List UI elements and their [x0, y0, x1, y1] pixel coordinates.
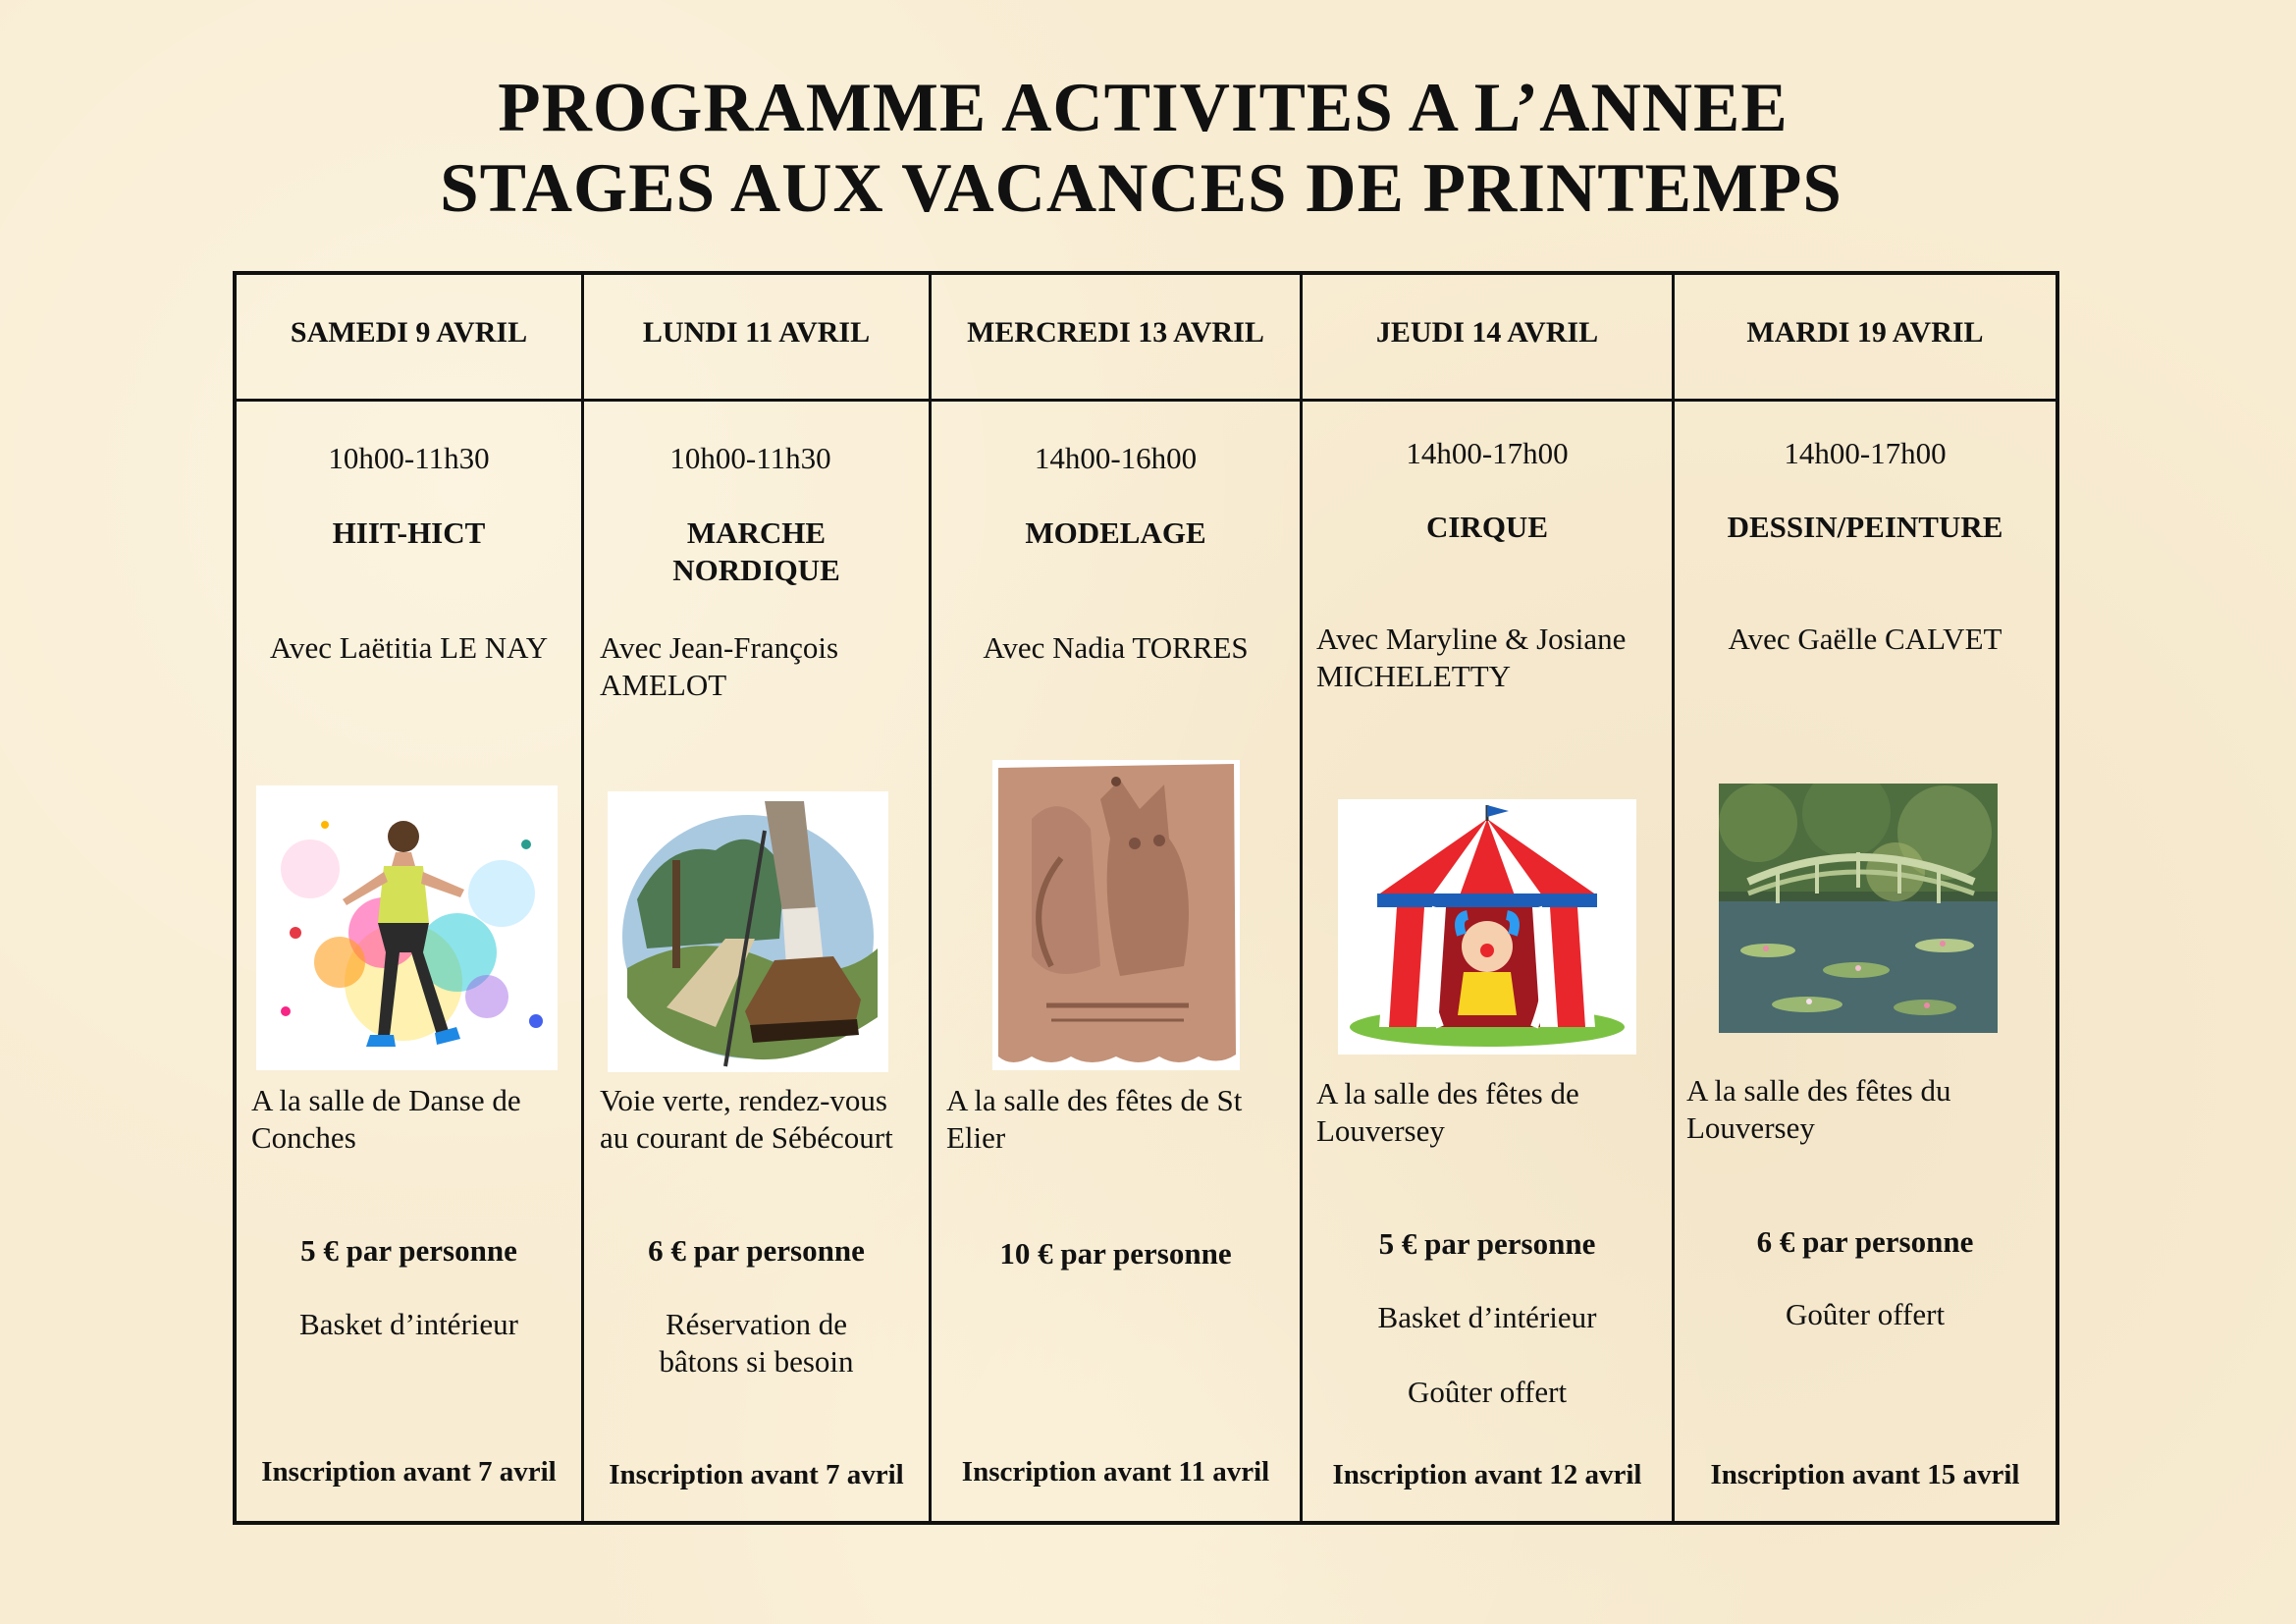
instructor: Avec Gaëlle CALVET — [1728, 622, 2002, 656]
registration-deadline: Inscription avant 12 avril — [1332, 1459, 1642, 1490]
activity-name: HIIT-HICT — [332, 515, 486, 550]
time-slot: 10h00-11h30 — [669, 441, 831, 475]
location: A la salle de Danse de Conches — [251, 1083, 521, 1155]
circus-tent-clown-image — [1338, 799, 1636, 1055]
activity-name: DESSIN/PEINTURE — [1727, 510, 2003, 544]
location: A la salle des fêtes du Louversey — [1686, 1073, 1951, 1145]
day-column-thursday — [1303, 275, 1672, 1521]
instructor: Avec Laëtitia LE NAY — [269, 630, 549, 665]
location: Voie verte, rendez-vous au courant de Sébécourt — [600, 1083, 893, 1155]
registration-deadline: Inscription avant 15 avril — [1710, 1459, 2020, 1490]
clay-cat-tablet-image — [992, 760, 1240, 1070]
day-header: MARDI 19 AVRIL — [1746, 316, 1984, 349]
time-slot: 14h00-16h00 — [1034, 441, 1198, 475]
location: A la salle des fêtes de Louversey — [1316, 1076, 1579, 1148]
note: Réservation de bâtons si besoin — [659, 1307, 854, 1379]
price: 5 € par personne — [300, 1233, 517, 1268]
day-column-saturday — [237, 275, 581, 1521]
instructor: Avec Jean-François AMELOT — [600, 630, 839, 702]
note: Goûter offert — [1785, 1297, 1946, 1331]
page-title-line-2: STAGES AUX VACANCES DE PRINTEMPS — [440, 150, 1842, 227]
time-slot: 10h00-11h30 — [328, 441, 490, 475]
note: Goûter offert — [1407, 1375, 1568, 1409]
time-slot: 14h00-17h00 — [1406, 436, 1569, 470]
location: A la salle des fêtes de St Elier — [946, 1083, 1243, 1155]
day-column-monday — [584, 275, 929, 1521]
time-slot: 14h00-17h00 — [1784, 436, 1947, 470]
day-header: SAMEDI 9 AVRIL — [290, 316, 528, 349]
day-column-tuesday — [1675, 275, 2056, 1521]
nordic-walking-boot-image — [608, 791, 888, 1072]
day-header: JEUDI 14 AVRIL — [1375, 316, 1599, 349]
note: Basket d’intérieur — [299, 1307, 518, 1341]
monet-bridge-painting-image — [1719, 784, 1998, 1033]
day-column-wednesday — [932, 275, 1300, 1521]
instructor: Avec Maryline & Josiane MICHELETTY — [1316, 622, 1627, 693]
price: 6 € par personne — [648, 1233, 865, 1268]
price: 6 € par personne — [1756, 1224, 1974, 1259]
schedule-table — [233, 271, 2059, 1525]
registration-deadline: Inscription avant 11 avril — [961, 1456, 1270, 1488]
day-header: LUNDI 11 AVRIL — [642, 316, 871, 349]
activity-name: CIRQUE — [1425, 510, 1548, 544]
note: Basket d’intérieur — [1377, 1300, 1597, 1334]
page-title-line-1: PROGRAMME ACTIVITES A L’ANNEE — [498, 70, 1789, 146]
registration-deadline: Inscription avant 7 avril — [261, 1456, 557, 1488]
registration-deadline: Inscription avant 7 avril — [609, 1459, 904, 1490]
price: 5 € par personne — [1378, 1226, 1596, 1261]
activity-name: MARCHE NORDIQUE — [672, 515, 840, 587]
instructor: Avec Nadia TORRES — [983, 630, 1249, 665]
price: 10 € par personne — [999, 1236, 1232, 1271]
activity-name: MODELAGE — [1025, 515, 1206, 550]
dancer-paint-splash-image — [256, 785, 558, 1070]
day-header: MERCREDI 13 AVRIL — [967, 316, 1264, 349]
